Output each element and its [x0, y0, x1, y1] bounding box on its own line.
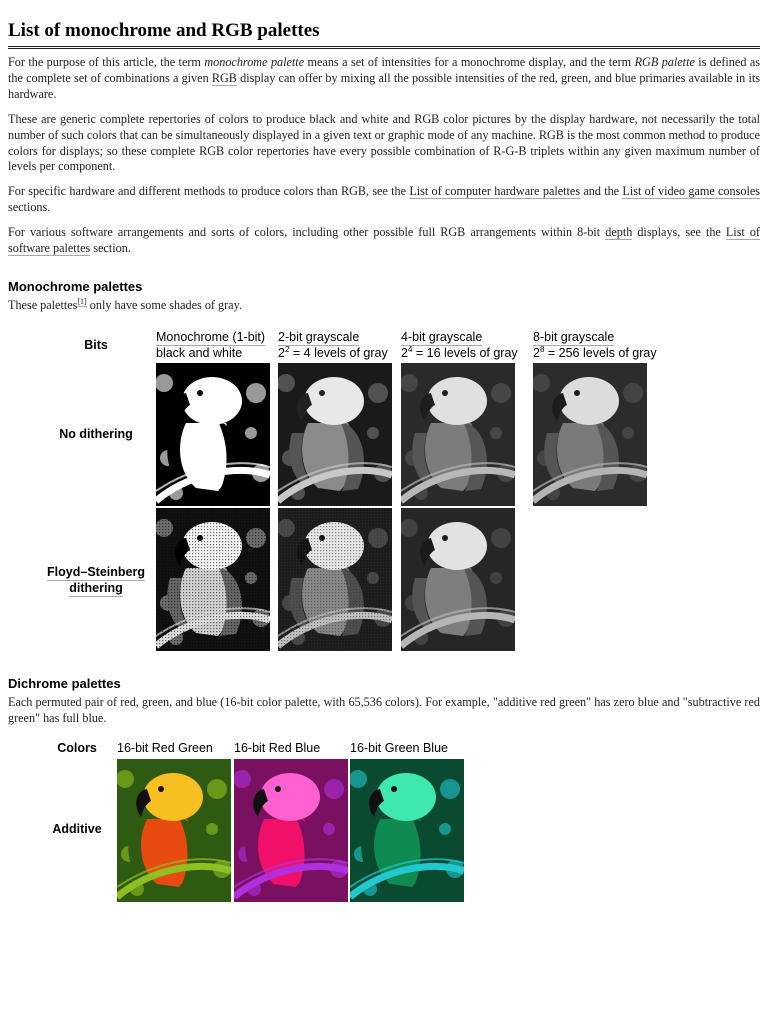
column-header-monochrome-1bit [156, 330, 265, 361]
column-header-4bit-grayscale [401, 330, 518, 361]
column-title[interactable]: 2-bit grayscale [278, 330, 360, 344]
link-list-of-computer-hardware-palettes[interactable]: List of computer hardware palettes [409, 184, 581, 198]
link-list-of-video-game-consoles[interactable]: List of video game consoles [622, 184, 760, 198]
intro-paragraph-1 [8, 55, 760, 102]
parrot-illustration [278, 363, 392, 506]
section-heading-monochrome: Monochrome palettes [8, 279, 143, 294]
dichrome-description: Each permuted pair of red, green, and blue (16-bit color palette, with 65,536 colors). For example, "additive red green" has zero blue and "subtractive red green" has full blue. [8, 695, 760, 725]
intro-paragraph-4 [8, 225, 760, 257]
row-header-colors: Colors [57, 741, 97, 755]
parrot-illustration [401, 508, 515, 651]
text: These palettes [8, 298, 78, 312]
column-subtitle: = 16 levels of gray [412, 346, 518, 360]
column-title[interactable]: Monochrome (1-bit) [156, 330, 266, 344]
parrot-image-red-green[interactable] [117, 759, 231, 902]
text: displays, see the [632, 225, 726, 239]
row-header-floyd-steinberg[interactable] [36, 565, 156, 597]
column-subtitle: = 4 levels of gray [289, 346, 388, 360]
power-base: 2 [278, 346, 285, 360]
intro-paragraph-3 [8, 184, 760, 216]
reference-link[interactable]: [1] [77, 296, 87, 306]
row-header-no-dithering: No dithering [59, 427, 133, 441]
text: sections. [8, 199, 51, 214]
column-subtitle: black and white [156, 346, 243, 360]
column-title[interactable]: 4-bit grayscale [401, 330, 483, 344]
column-header-2bit-grayscale [278, 330, 388, 361]
parrot-illustration [117, 759, 231, 902]
text: means a set of intensities for a monochrome display, and the term [304, 55, 635, 69]
dithering-link[interactable]: dithering [69, 581, 123, 595]
link-depth[interactable]: depth [605, 225, 633, 239]
column-header-red-green: 16-bit Red Green [117, 741, 213, 755]
text: section. [90, 240, 131, 255]
parrot-illustration [401, 363, 515, 506]
parrot-image-1bit-dithered[interactable] [156, 508, 270, 651]
power-exponent: 2 [284, 344, 290, 354]
text: For specific hardware and different methods to produce colors than RGB, see the [8, 184, 410, 198]
parrot-illustration [234, 759, 348, 902]
term-monochrome-palette: monochrome palette [204, 55, 305, 69]
row-header-additive: Additive [52, 822, 102, 836]
text: For various software arrangements and sorts of colors, including other possible full RGB arrangements within 8-bit [8, 225, 606, 239]
power-exponent: 4 [407, 344, 413, 354]
term-rgb-palette: RGB palette [634, 55, 695, 69]
parrot-image-8bit[interactable] [533, 363, 647, 506]
text: and the [580, 184, 623, 198]
column-title[interactable]: 8-bit grayscale [533, 330, 615, 344]
parrot-image-4bit[interactable] [401, 363, 515, 506]
link-list-of-software-palettes[interactable]: List of software palettes [8, 225, 760, 255]
text: only have some shades of gray. [86, 298, 242, 312]
parrot-image-green-blue[interactable] [350, 759, 464, 902]
monochrome-description [8, 298, 760, 314]
power-base: 2 [401, 346, 408, 360]
intro-paragraph-2: These are generic complete repertories of colors to produce black and white and RGB color pictures by the display hardware, not necessarily the total number of such colors that can be simultaneously displayed in a given text or graphic mode of any machine. RGB is the most common method to produce colors for displays; so these complete RGB color repertories have every possible combination of R-G-B triplets within any given maximum number of levels per component. [8, 112, 760, 174]
parrot-illustration [350, 759, 464, 902]
parrot-illustration [278, 508, 392, 651]
parrot-illustration [156, 363, 270, 506]
text: is defined as the complete set of combinations a given [8, 55, 760, 85]
text: display can offer by mixing all the possible intensities of the red, green, and blue primaries available in its hardware. [8, 70, 760, 101]
column-subtitle: = 256 levels of gray [544, 346, 657, 360]
column-header-8bit-grayscale [533, 330, 657, 361]
page-title: List of monochrome and RGB palettes [8, 18, 760, 49]
section-heading-dichrome: Dichrome palettes [8, 676, 121, 691]
column-header-green-blue: 16-bit Green Blue [350, 741, 448, 755]
power-base: 2 [533, 346, 540, 360]
parrot-illustration [156, 508, 270, 651]
power-exponent: 8 [539, 344, 545, 354]
parrot-image-1bit[interactable] [156, 363, 270, 506]
row-header-bits: Bits [84, 338, 108, 352]
text: For the purpose of this article, the term [8, 55, 205, 69]
floyd-steinberg-link[interactable]: Floyd–Steinberg [47, 565, 145, 579]
parrot-image-4bit-dithered[interactable] [401, 508, 515, 651]
parrot-illustration [533, 363, 647, 506]
link-rgb[interactable]: RGB [211, 70, 237, 85]
column-header-red-blue: 16-bit Red Blue [234, 741, 321, 755]
parrot-image-2bit[interactable] [278, 363, 392, 506]
parrot-image-2bit-dithered[interactable] [278, 508, 392, 651]
parrot-image-red-blue[interactable] [234, 759, 348, 902]
